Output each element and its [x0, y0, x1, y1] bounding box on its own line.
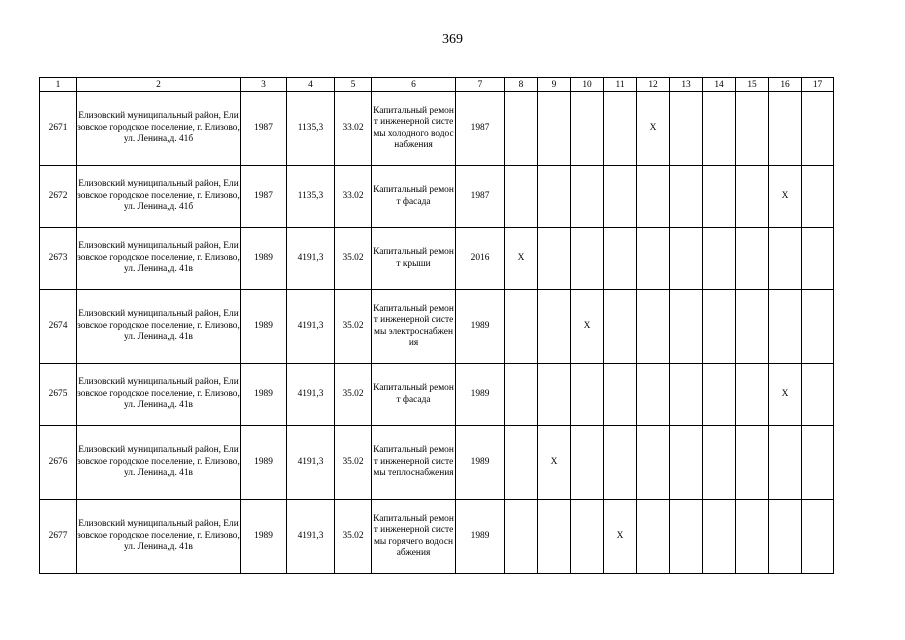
column-header: 17: [802, 78, 834, 92]
code-cell: 33.02: [335, 166, 372, 228]
mark-cell: [571, 500, 604, 574]
row-number-cell: 2675: [40, 364, 77, 426]
row-number-cell: 2677: [40, 500, 77, 574]
row-number-cell: 2672: [40, 166, 77, 228]
table-row: [40, 290, 834, 364]
year-built-cell: 1989: [241, 228, 287, 290]
mark-cell: [637, 426, 670, 500]
mark-cell: [604, 92, 637, 166]
mark-cell: [538, 364, 571, 426]
column-header: 2: [77, 78, 241, 92]
year-built-cell: 1989: [241, 500, 287, 574]
table-row: [40, 228, 834, 290]
mark-cell: [604, 364, 637, 426]
address-cell: Елизовский муниципальный район, Елизовское городское поселение, г. Елизово, ул. Ленина,д. 41в: [77, 364, 241, 426]
mark-cell: [802, 92, 834, 166]
work-type-cell: Капитальный ремонт фасада: [372, 364, 456, 426]
column-header: 12: [637, 78, 670, 92]
mark-cell: [637, 166, 670, 228]
mark-cell: [736, 364, 769, 426]
mark-cell: [571, 166, 604, 228]
mark-cell: [769, 426, 802, 500]
mark-cell: [703, 92, 736, 166]
column-header: 8: [505, 78, 538, 92]
mark-cell: [736, 290, 769, 364]
mark-cell: [703, 500, 736, 574]
mark-cell: [538, 228, 571, 290]
area-cell: 4191,3: [287, 364, 335, 426]
mark-cell: [703, 290, 736, 364]
mark-cell: [538, 92, 571, 166]
area-cell: 1135,3: [287, 92, 335, 166]
column-header: 15: [736, 78, 769, 92]
work-type-cell: Капитальный ремонт инженерной системы электроснабжения: [372, 290, 456, 364]
table-row: [40, 92, 834, 166]
column-header: 5: [335, 78, 372, 92]
address-cell: Елизовский муниципальный район, Елизовское городское поселение, г. Елизово, ул. Ленина,д. 41б: [77, 92, 241, 166]
address-cell: Елизовский муниципальный район, Елизовское городское поселение, г. Елизово, ул. Ленина,д. 41в: [77, 228, 241, 290]
address-cell: Елизовский муниципальный район, Елизовское городское поселение, г. Елизово, ул. Ленина,д. 41в: [77, 426, 241, 500]
work-type-cell: Капитальный ремонт инженерной системы теплоснабжения: [372, 426, 456, 500]
year-built-cell: 1987: [241, 166, 287, 228]
address-cell: Елизовский муниципальный район, Елизовское городское поселение, г. Елизово, ул. Ленина,д. 41в: [77, 290, 241, 364]
year-built-cell: 1989: [241, 290, 287, 364]
mark-cell: [736, 500, 769, 574]
mark-cell: X: [571, 290, 604, 364]
mark-cell: X: [538, 426, 571, 500]
planned-year-cell: 1987: [456, 92, 505, 166]
column-header: 14: [703, 78, 736, 92]
mark-cell: [505, 500, 538, 574]
address-cell: Елизовский муниципальный район, Елизовское городское поселение, г. Елизово, ул. Ленина,д. 41б: [77, 166, 241, 228]
mark-cell: [538, 166, 571, 228]
column-number-row: [40, 78, 834, 92]
mark-cell: [670, 426, 703, 500]
code-cell: 35.02: [335, 426, 372, 500]
area-cell: 4191,3: [287, 290, 335, 364]
planned-year-cell: 2016: [456, 228, 505, 290]
planned-year-cell: 1989: [456, 290, 505, 364]
address-cell: Елизовский муниципальный район, Елизовское городское поселение, г. Елизово, ул. Ленина,д. 41в: [77, 500, 241, 574]
area-cell: 1135,3: [287, 166, 335, 228]
column-header: 9: [538, 78, 571, 92]
mark-cell: [670, 290, 703, 364]
mark-cell: [703, 228, 736, 290]
planned-year-cell: 1989: [456, 500, 505, 574]
code-cell: 35.02: [335, 290, 372, 364]
row-number-cell: 2674: [40, 290, 77, 364]
mark-cell: [571, 364, 604, 426]
mark-cell: [769, 92, 802, 166]
mark-cell: X: [604, 500, 637, 574]
mark-cell: [571, 92, 604, 166]
code-cell: 35.02: [335, 500, 372, 574]
mark-cell: [505, 290, 538, 364]
mark-cell: [769, 228, 802, 290]
mark-cell: X: [769, 364, 802, 426]
mark-cell: [505, 166, 538, 228]
mark-cell: [802, 426, 834, 500]
area-cell: 4191,3: [287, 500, 335, 574]
column-header: 6: [372, 78, 456, 92]
work-type-cell: Капитальный ремонт инженерной системы холодного водоснабжения: [372, 92, 456, 166]
mark-cell: [703, 166, 736, 228]
mark-cell: [736, 166, 769, 228]
mark-cell: [604, 290, 637, 364]
column-header: 13: [670, 78, 703, 92]
work-type-cell: Капитальный ремонт крыши: [372, 228, 456, 290]
mark-cell: [637, 364, 670, 426]
mark-cell: [670, 166, 703, 228]
mark-cell: [604, 228, 637, 290]
column-header: 11: [604, 78, 637, 92]
mark-cell: [604, 426, 637, 500]
planned-year-cell: 1989: [456, 426, 505, 500]
mark-cell: [769, 500, 802, 574]
table-row: [40, 426, 834, 500]
mark-cell: X: [505, 228, 538, 290]
work-type-cell: Капитальный ремонт фасада: [372, 166, 456, 228]
mark-cell: [670, 228, 703, 290]
row-number-cell: 2676: [40, 426, 77, 500]
row-number-cell: 2671: [40, 92, 77, 166]
area-cell: 4191,3: [287, 426, 335, 500]
work-type-cell: Капитальный ремонт инженерной системы горячего водоснабжения: [372, 500, 456, 574]
mark-cell: [571, 426, 604, 500]
column-header: 1: [40, 78, 77, 92]
mark-cell: X: [769, 166, 802, 228]
mark-cell: [637, 500, 670, 574]
mark-cell: [802, 228, 834, 290]
planned-year-cell: 1987: [456, 166, 505, 228]
mark-cell: [802, 364, 834, 426]
year-built-cell: 1989: [241, 364, 287, 426]
mark-cell: [802, 500, 834, 574]
page-number: 369: [442, 32, 463, 47]
mark-cell: [538, 290, 571, 364]
year-built-cell: 1989: [241, 426, 287, 500]
table-row: [40, 500, 834, 574]
mark-cell: [703, 426, 736, 500]
column-header: 10: [571, 78, 604, 92]
column-header: 4: [287, 78, 335, 92]
mark-cell: [670, 500, 703, 574]
column-header: 3: [241, 78, 287, 92]
mark-cell: [571, 228, 604, 290]
mark-cell: [505, 426, 538, 500]
mark-cell: [505, 92, 538, 166]
mark-cell: [703, 364, 736, 426]
mark-cell: [505, 364, 538, 426]
mark-cell: [736, 228, 769, 290]
mark-cell: [769, 290, 802, 364]
mark-cell: [802, 166, 834, 228]
mark-cell: [538, 500, 571, 574]
mark-cell: [670, 92, 703, 166]
mark-cell: [637, 290, 670, 364]
table-row: [40, 364, 834, 426]
mark-cell: [736, 426, 769, 500]
table-row: [40, 166, 834, 228]
repair-schedule-table: [39, 77, 834, 574]
area-cell: 4191,3: [287, 228, 335, 290]
code-cell: 35.02: [335, 228, 372, 290]
mark-cell: [604, 166, 637, 228]
column-header: 16: [769, 78, 802, 92]
mark-cell: [736, 92, 769, 166]
year-built-cell: 1987: [241, 92, 287, 166]
code-cell: 35.02: [335, 364, 372, 426]
code-cell: 33.02: [335, 92, 372, 166]
mark-cell: X: [637, 92, 670, 166]
column-header: 7: [456, 78, 505, 92]
row-number-cell: 2673: [40, 228, 77, 290]
mark-cell: [670, 364, 703, 426]
planned-year-cell: 1989: [456, 364, 505, 426]
mark-cell: [802, 290, 834, 364]
mark-cell: [637, 228, 670, 290]
